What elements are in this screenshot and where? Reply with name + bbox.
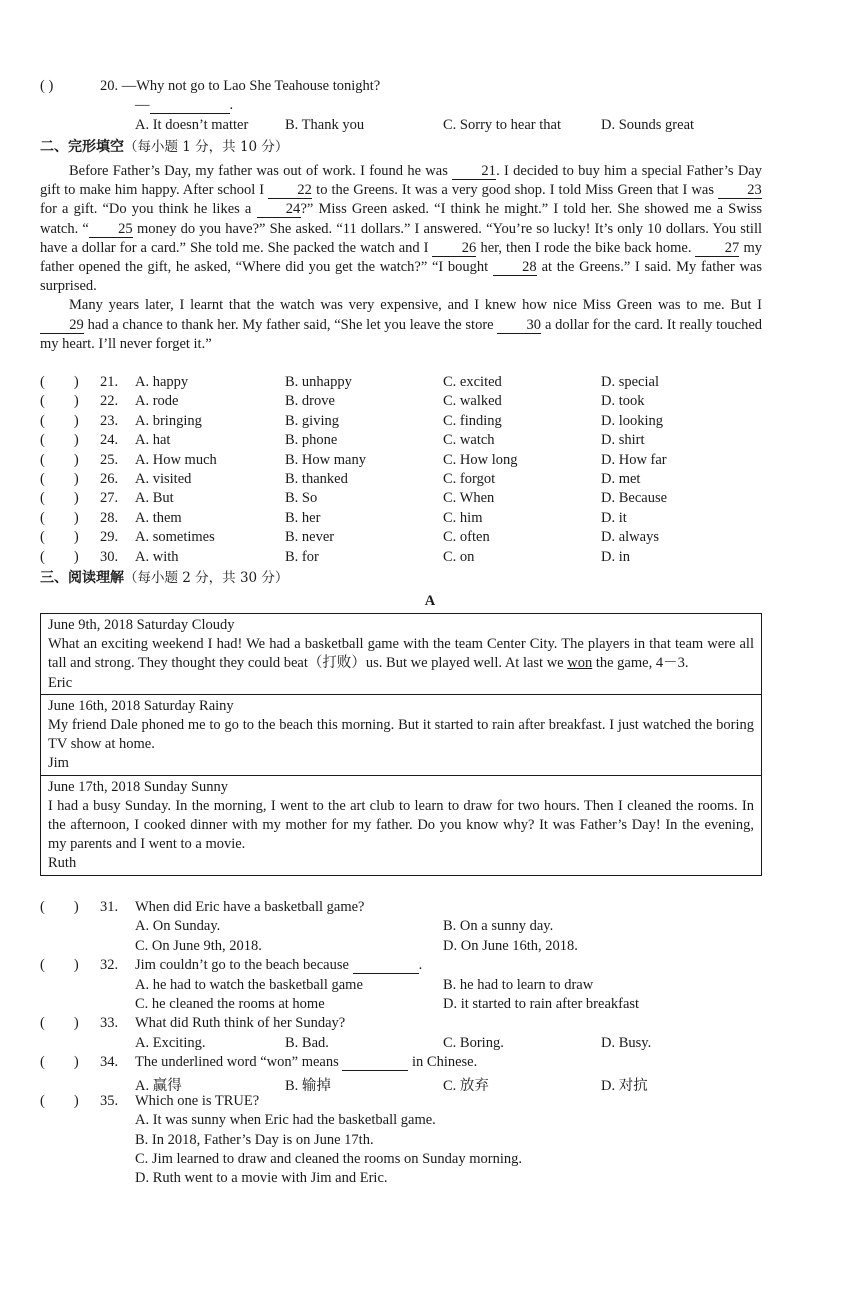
diary-entry-ruth bbox=[41, 776, 761, 875]
diary-entry-eric bbox=[41, 614, 761, 695]
cloze-blank: 27 bbox=[695, 241, 739, 257]
option-b[interactable]: B. In 2018, Father’s Day is on June 17th. bbox=[135, 1131, 374, 1148]
cloze-blank: 23 bbox=[718, 183, 762, 199]
answer-paren[interactable]: ( ) bbox=[40, 1092, 79, 1109]
cloze-blank: 24 bbox=[257, 202, 301, 218]
question-row: ( ) 26. A. visited B. thanked C. forgot D. met bbox=[40, 470, 641, 487]
question-prompt: —Why not go to Lao She Teahouse tonight? bbox=[121, 78, 381, 94]
question-33: ( ) 33. What did Ruth think of her Sunday? bbox=[40, 1015, 346, 1032]
cloze-blank: 30 bbox=[497, 318, 541, 334]
entry-date: June 9th, 2018 Saturday Cloudy bbox=[48, 617, 235, 633]
entry-date: June 17th, 2018 Sunday Sunny bbox=[48, 778, 229, 795]
diary-box bbox=[40, 613, 762, 876]
option-a[interactable]: A. It doesn’t matter bbox=[135, 117, 249, 133]
option-a[interactable]: A. he had to watch the basketball game bbox=[135, 976, 363, 993]
option-b[interactable]: B. he had to learn to draw bbox=[443, 976, 594, 993]
option-c[interactable]: C. On June 9th, 2018. bbox=[135, 937, 262, 954]
section-heading: 三、阅读理解（每小题 2 分，共 30 分） bbox=[40, 570, 289, 586]
answer-paren[interactable]: ( ) bbox=[40, 1054, 79, 1071]
answer-paren[interactable]: ( ) bbox=[40, 548, 79, 565]
option-d[interactable]: D. Ruth went to a movie with Jim and Eric. bbox=[135, 1170, 388, 1187]
answer-paren[interactable]: ( ) bbox=[40, 490, 79, 507]
answer-paren[interactable]: ( ) bbox=[40, 509, 79, 526]
answer-blank[interactable] bbox=[150, 97, 230, 114]
question-row: ( ) 22. A. rode B. drove C. walked D. took bbox=[40, 393, 645, 410]
answer-paren[interactable]: ( ) bbox=[40, 899, 79, 915]
option-c[interactable]: C. Jim learned to draw and cleaned the rooms on Sunday morning. bbox=[135, 1151, 522, 1168]
option-d[interactable]: D. Busy. bbox=[601, 1034, 652, 1051]
underlined-word: won bbox=[567, 655, 593, 672]
option-d[interactable]: D. On June 16th, 2018. bbox=[443, 937, 578, 954]
question-32: ( ) 32. Jim couldn’t go to the beach because . bbox=[40, 957, 423, 974]
answer-paren[interactable]: ( ) bbox=[40, 374, 79, 390]
answer-paren[interactable]: ( ) bbox=[40, 957, 79, 974]
cloze-blank: 25 bbox=[89, 222, 133, 238]
entry-author: Jim bbox=[48, 755, 69, 772]
answer-paren[interactable]: ( ) bbox=[40, 78, 54, 94]
answer-blank[interactable] bbox=[342, 1054, 408, 1071]
answer-paren[interactable]: ( ) bbox=[40, 412, 79, 429]
question-35: ( ) 35. Which one is TRUE? bbox=[40, 1092, 260, 1109]
question-row: ( ) 23. A. bringing B. giving C. finding D. looking bbox=[40, 412, 664, 429]
option-b[interactable]: B. 输掉 bbox=[285, 1077, 331, 1094]
diary-entry-jim bbox=[41, 695, 761, 776]
cloze-blank: 22 bbox=[268, 183, 312, 199]
cloze-blank: 21 bbox=[452, 164, 496, 180]
question-20 bbox=[100, 77, 380, 96]
option-a[interactable]: A. On Sunday. bbox=[135, 918, 221, 935]
option-c[interactable]: C. Boring. bbox=[443, 1034, 504, 1051]
cloze-blank: 26 bbox=[432, 241, 476, 257]
question-row: ( ) 30. A. with B. for C. on D. in bbox=[40, 548, 630, 565]
question-number: 20. bbox=[100, 78, 119, 94]
entry-text: What an exciting weekend I had! We had a basketball game with the team Center City. The players in that team were all tall and strong. They thought they could beat（打败）us. But we played well. At last we won the game, 4－3. bbox=[48, 636, 754, 672]
paragraph: Many years later, I learnt that the watch was very expensive, and I knew how nice Miss Green was to me. But I 29 had a chance to thank her. My father said, “She let you leave the store 30 a dollar for the card. It really touched my heart. I’ll never forget it.” bbox=[40, 297, 763, 352]
cloze-blank: 28 bbox=[493, 260, 537, 276]
answer-paren[interactable]: ( ) bbox=[40, 1015, 79, 1032]
question-row: ( ) 21. A. happy B. unhappy C. excited D. special bbox=[40, 374, 659, 390]
entry-date: June 16th, 2018 Saturday Rainy bbox=[48, 697, 234, 714]
question-34: ( ) 34. The underlined word “won” means in Chinese. bbox=[40, 1054, 478, 1071]
cloze-options bbox=[0, 374, 860, 568]
answer-paren[interactable]: ( ) bbox=[40, 470, 79, 487]
option-a[interactable]: A. Exciting. bbox=[135, 1034, 206, 1051]
question-row: ( ) 24. A. hat B. phone C. watch D. shirt bbox=[40, 432, 645, 449]
question-row: ( ) 25. A. How much B. How many C. How long D. How far bbox=[40, 451, 667, 468]
option-a[interactable]: A. It was sunny when Eric had the basketball game. bbox=[135, 1112, 436, 1129]
option-b[interactable]: B. On a sunny day. bbox=[443, 918, 554, 935]
option-b[interactable]: B. Bad. bbox=[285, 1034, 329, 1051]
option-b[interactable]: B. Thank you bbox=[285, 117, 365, 133]
section-heading: 二、完形填空（每小题 1 分，共 10 分） bbox=[40, 139, 289, 155]
reply-line: — . bbox=[135, 97, 234, 113]
cloze-passage bbox=[40, 162, 762, 354]
answer-paren[interactable]: ( ) bbox=[40, 432, 79, 449]
option-d[interactable]: D. Sounds great bbox=[601, 117, 695, 133]
option-d[interactable]: D. it started to rain after breakfast bbox=[443, 995, 640, 1012]
answer-blank[interactable] bbox=[353, 957, 419, 974]
passage-label: A bbox=[424, 593, 436, 609]
question-row: ( ) 29. A. sometimes B. never C. often D. always bbox=[40, 529, 659, 546]
paragraph: Before Father’s Day, my father was out of work. I found he was 21. I decided to buy him a special Father’s Day gift to make him happy. After school I 22 to the Greens. It was a very good shop. I told Miss Green that I was 23 for a gift. “Do you think he likes a 24?” Miss Green asked. “I think he might.” I told her. She showed me a Swiss watch. “ 25 money do you have?” She asked. “11 dollars.” I answered. “You’re so lucky! It’s only 10 dollars. You still have a dollar for a card.” She told me. She packed the watch and I 26 her, then I rode the bike back home. 27 my father opened the gift, he asked, “Where did you get the watch?” “I bought 28 at the Greens.” I said. My father was surprised. bbox=[40, 163, 763, 295]
answer-paren[interactable]: ( ) bbox=[40, 451, 79, 468]
entry-author: Ruth bbox=[48, 855, 77, 872]
question-31: ( ) 31. When did Eric have a basketball game? bbox=[40, 899, 365, 915]
entry-author: Eric bbox=[48, 674, 73, 691]
reading-questions bbox=[0, 899, 860, 1190]
option-d[interactable]: D. 对抗 bbox=[601, 1077, 648, 1094]
option-c[interactable]: C. he cleaned the rooms at home bbox=[135, 995, 325, 1012]
answer-paren[interactable]: ( ) bbox=[40, 393, 79, 410]
option-c[interactable]: C. Sorry to hear that bbox=[443, 117, 561, 133]
question-row: ( ) 28. A. them B. her C. him D. it bbox=[40, 509, 627, 526]
question-row: ( ) 27. A. But B. So C. When D. Because bbox=[40, 490, 668, 507]
option-a[interactable]: A. 赢得 bbox=[135, 1077, 182, 1094]
answer-paren[interactable]: ( ) bbox=[40, 529, 79, 546]
cloze-blank: 29 bbox=[40, 318, 84, 334]
entry-text: My friend Dale phoned me to go to the beach this morning. But it started to rain after breakfast. I just watched the boring TV show at home. bbox=[48, 717, 754, 753]
option-c[interactable]: C. 放弃 bbox=[443, 1077, 489, 1094]
entry-text: I had a busy Sunday. In the morning, I went to the art club to learn to draw for two hours. Then I cleaned the rooms. In the afternoon, I cooked dinner with my mother for my father. Do you know why? It was Father’s Day! In the evening, my parents and I went to a movie. bbox=[48, 797, 754, 853]
